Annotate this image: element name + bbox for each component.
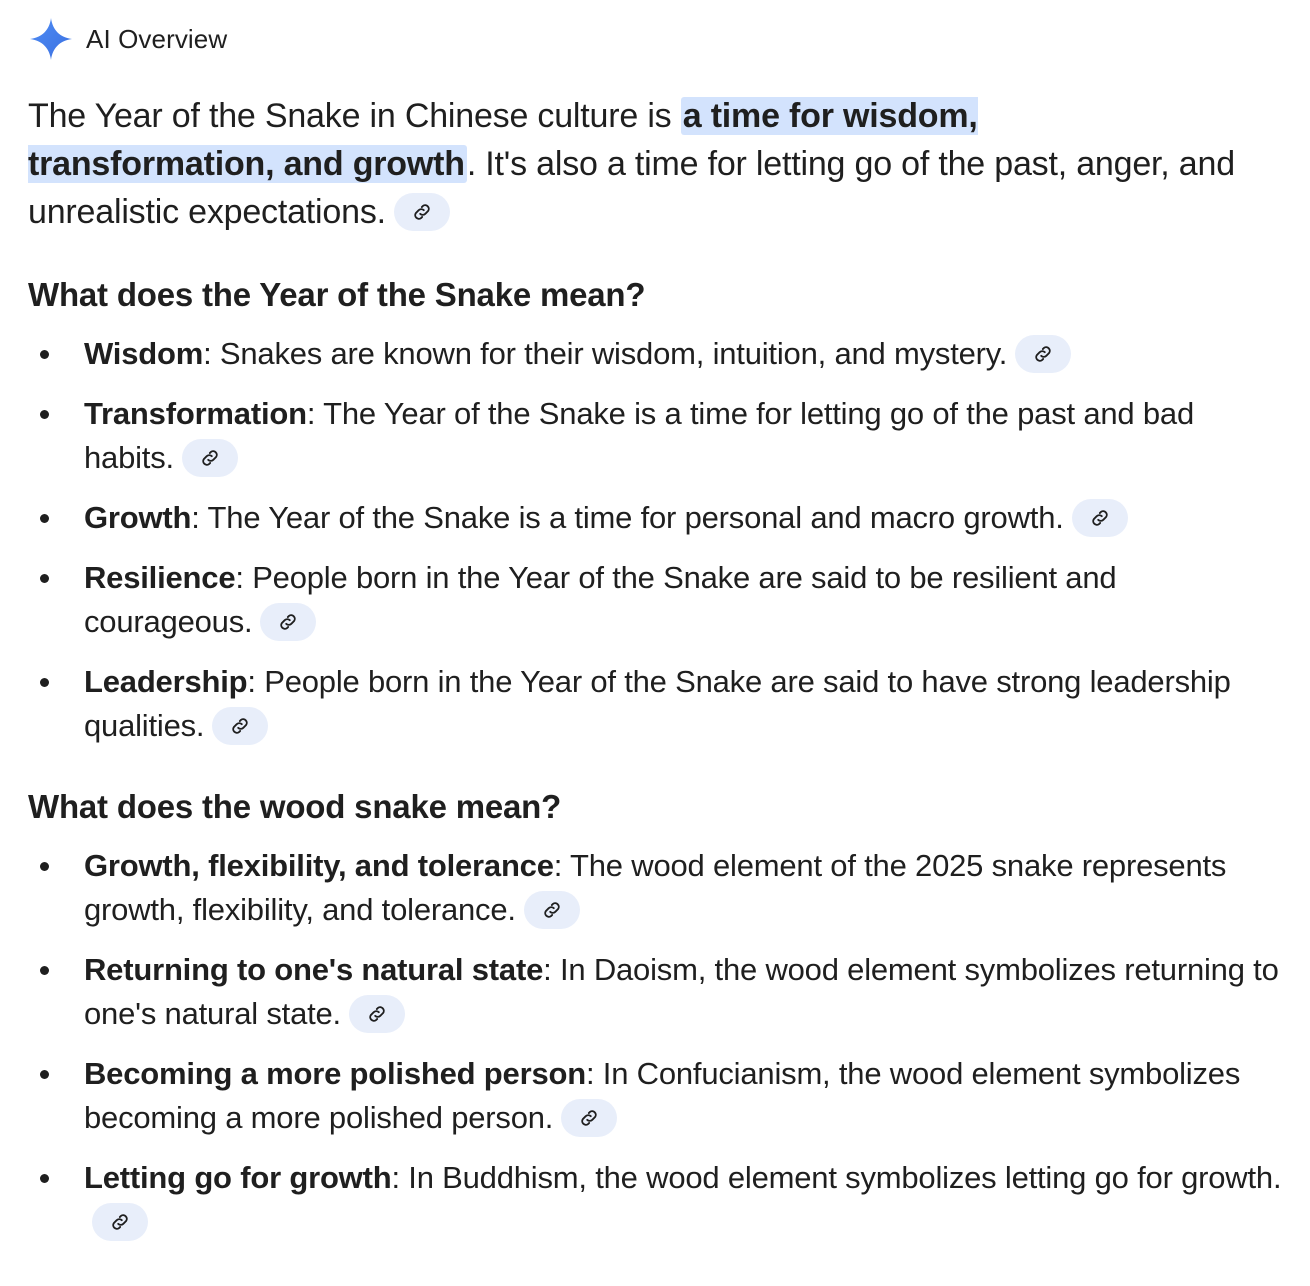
list-item: [28, 1156, 1290, 1244]
list-item-term: Growth: [84, 500, 192, 535]
list-item: [28, 1052, 1290, 1140]
citation-link-button[interactable]: [92, 1203, 148, 1241]
link-icon: [578, 1107, 600, 1129]
list-item-term: Transformation: [84, 396, 307, 431]
list-item-text: : Snakes are known for their wisdom, intuition, and mystery.: [203, 336, 1008, 371]
wood-snake-list: [28, 844, 1290, 1244]
list-item-term: Leadership: [84, 664, 248, 699]
ai-overview-content: [28, 92, 1290, 1260]
link-icon: [109, 1211, 131, 1233]
section-title-year-of-snake: What does the Year of the Snake mean?: [28, 276, 646, 313]
list-item-text: : People born in the Year of the Snake are said to have strong leadership qualities.: [84, 664, 1231, 743]
citation-link-button[interactable]: [260, 603, 316, 641]
citation-link-button[interactable]: [182, 439, 238, 477]
list-item: [28, 948, 1290, 1036]
citation-link-button[interactable]: [1072, 499, 1128, 537]
list-item: [28, 332, 1290, 376]
list-item-term: Returning to one's natural state: [84, 952, 544, 987]
ai-overview-title: AI Overview: [86, 23, 228, 54]
list-item: [28, 496, 1290, 540]
highlighted-answer-line1: a time for wisdom,: [682, 97, 978, 135]
citation-link-button[interactable]: [394, 193, 450, 231]
citation-link-button[interactable]: [212, 707, 268, 745]
gemini-sparkle-icon: [28, 16, 74, 62]
ai-overview-header: [28, 16, 227, 62]
list-item-term: Becoming a more polished person: [84, 1056, 586, 1091]
list-item-text: : In Daoism, the wood element symbolizes returning to one's natural state.: [84, 952, 1279, 1031]
list-item: [28, 844, 1290, 932]
list-item-text: : In Confucianism, the wood element symbolizes becoming a more polished person.: [84, 1056, 1241, 1135]
citation-link-button[interactable]: [561, 1099, 617, 1137]
link-icon: [366, 1003, 388, 1025]
list-item: [28, 392, 1290, 480]
intro-paragraph: [28, 92, 1290, 236]
list-item: [28, 660, 1290, 748]
link-icon: [411, 201, 433, 223]
link-icon: [229, 715, 251, 737]
year-of-snake-list: [28, 332, 1290, 748]
list-item-text: : The Year of the Snake is a time for personal and macro growth.: [191, 500, 1064, 535]
link-icon: [1032, 343, 1054, 365]
list-item-text: : The wood element of the 2025 snake represents growth, flexibility, and tolerance.: [84, 848, 1227, 927]
link-icon: [1089, 507, 1111, 529]
list-item-text: : In Buddhism, the wood element symbolizes letting go for growth.: [391, 1160, 1282, 1195]
list-item-text: : The Year of the Snake is a time for letting go of the past and bad habits.: [84, 396, 1194, 475]
list-item-term: Resilience: [84, 560, 236, 595]
link-icon: [541, 899, 563, 921]
citation-link-button[interactable]: [349, 995, 405, 1033]
intro-text-after: . It's also a time for letting go of the past, anger, and unrealistic expectations.: [28, 145, 1235, 231]
citation-link-button[interactable]: [524, 891, 580, 929]
link-icon: [277, 611, 299, 633]
list-item-term: Letting go for growth: [84, 1160, 392, 1195]
citation-link-button[interactable]: [1015, 335, 1071, 373]
intro-text-before: The Year of the Snake in Chinese culture is: [28, 97, 681, 135]
list-item: [28, 556, 1290, 644]
section-title-wood-snake: What does the wood snake mean?: [28, 788, 562, 825]
link-icon: [199, 447, 221, 469]
highlighted-answer-line2: transformation, and growth: [28, 145, 465, 183]
list-item-term: Wisdom: [84, 336, 204, 371]
list-item-text: : People born in the Year of the Snake are said to be resilient and courageous.: [84, 560, 1117, 639]
list-item-term: Growth, flexibility, and tolerance: [84, 848, 554, 883]
